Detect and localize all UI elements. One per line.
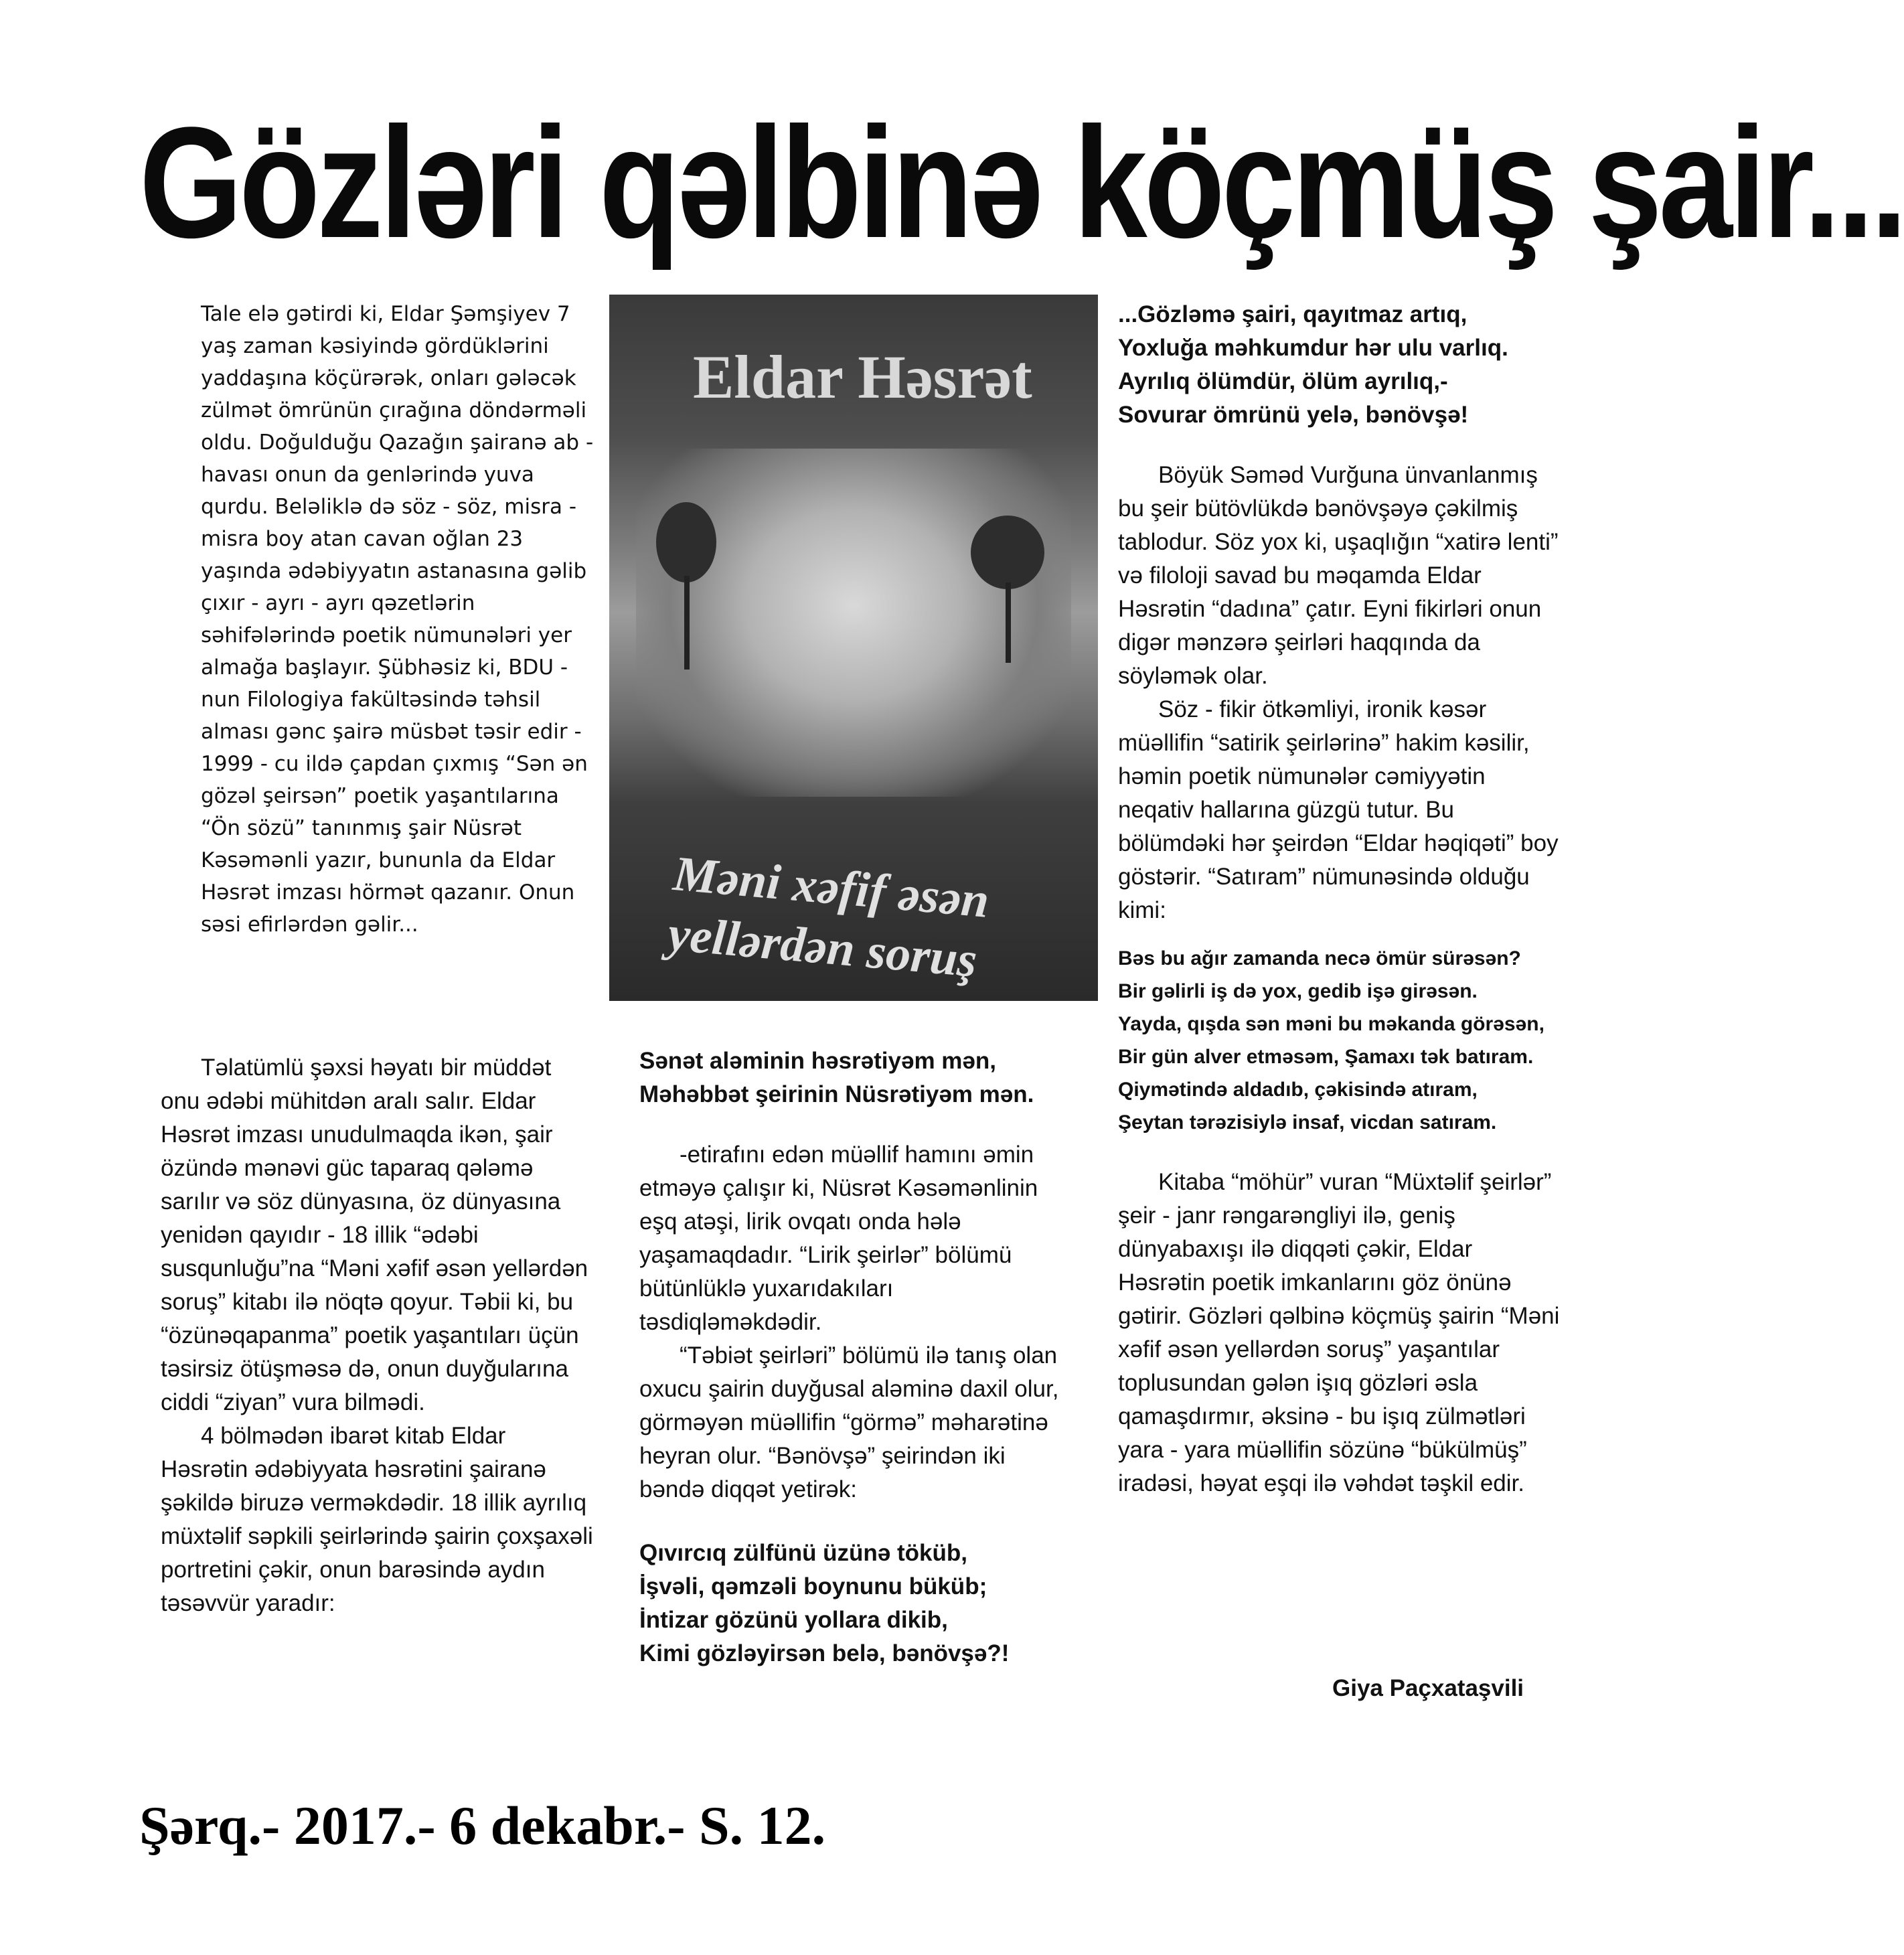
tree-left-icon: [656, 502, 716, 582]
verse-line: Sovurar ömrünü yelə, bənövşə!: [1118, 402, 1469, 428]
col3-verse-2: [1118, 942, 1560, 1139]
verse-line: İşvəli, qəmzəli boynunu büküb;: [639, 1573, 987, 1599]
verse-line: Qiymətində aldadıb, çəkisində atıram,: [1118, 1079, 1478, 1101]
book-cover-image: [609, 295, 1098, 1001]
col2-verse-1: [639, 1044, 1061, 1111]
book-title-line-2: yellərdən soruş: [665, 906, 979, 988]
intro-paragraph: Tale elə gətirdi ki, Eldar Şəmşiyev 7 yaş zaman kəsiyində gördüklərini yaddaşına köçürərək, onları gələcək zülmət ömrünün çırağına döndərməli oldu. Doğulduğu Qazağın şairanə ab - havası onun da genlərində yuva qurdu. Beləliklə də söz - söz, misra - misra boy atan cavan oğlan 23 yaşında ədəbiyyatın astanasına gəlib çıxır - ayrı - ayrı qəzetlərin səhifələrində poetik nümunələri yer almağa başlayır. Şübhəsiz ki, BDU - nun Filologiya fakültəsində təhsil alması gənc şairə müsbət təsir edir - 1999 - cu ildə çapdan çıxmış “Sən ən gözəl şeirsən” poetik yaşantılarına “Ön sözü” tanınmış şair Nüsrət Kəsəmənli yazır, bununla da Eldar Həsrət imzası hörmət qazanır. Onun səsi efirlərdən gəlir...: [201, 302, 594, 937]
verse-line: Məhəbbət şeirinin Nüsrətiyəm mən.: [639, 1081, 1034, 1107]
col1-paragraph-1: Təlatümlü şəxsi həyatı bir müddət onu ədəbi mühitdən aralı salır. Eldar Həsrət imzası unudulmaqda ikən, şair özündə mənəvi güc taparaq qələmə sarılır və söz dünyasına, öz dünyasına yenidən qayıdır - 18 illik “ədəbi susqunluğu”na “Məni xəfif əsən yellərdən soruş” kitabı ilə nöqtə qoyur. Təbii ki, bu “özünəqapanma” poetik yaşantıları üçün təsirsiz ötüşməsə də, onun duyğularına ciddi “ziyan” vura bilmədi.: [161, 1054, 588, 1415]
col3-paragraph-2: Söz - fikir ötkəmliyi, ironik kəsər müəllifin “satirik şeirlərinə” hakim kəsilir, həmin poetik nümunələr cəmiyyətin neqativ hallarına güzgü tutur. Bu bölümdəki hər şeirdən “Eldar həqiqəti” boy göstərir. “Satıram” nümunəsində olduğu kimi:: [1118, 696, 1559, 923]
verse-line: Bəs bu ağır zamanda necə ömür sürəsən?: [1118, 947, 1521, 969]
book-title-line-1: Məni xəfif əsən: [671, 846, 991, 929]
col2-verse-2: [639, 1537, 1061, 1670]
verse-line: Şeytan tərəzisiylə insaf, vicdan satıram.: [1118, 1111, 1497, 1133]
verse-line: Ayrılıq ölümdür, ölüm ayrılıq,-: [1118, 368, 1448, 394]
column-2: [639, 1044, 1061, 1670]
author-signature: Giya Paçxataşvili: [1332, 1675, 1524, 1701]
book-cover-scene: [636, 449, 1071, 797]
verse-line: ...Gözləmə şairi, qayıtmaz artıq,: [1118, 301, 1467, 327]
col3-paragraph-3: Kitaba “möhür” vuran “Müxtəlif şeirlər” şeir - janr rəngarəngliyi ilə, geniş dünyabaxışı ilə diqqəti çəkir, Eldar Həsrətin poetik imkanlarını göz önünə gətirir. Gözləri qəlbinə köçmüş şairin “Məni xəfif əsən yellərdən soruş” yaşantılar toplusundan gələn işıq gözləri əsla qamaşdırmır, əksinə - bu işıq zülmətləri yara - yara müəllifin sözünə “bükülmüş” iradəsi, həyat eşqi ilə vəhdət təşkil edir.: [1118, 1169, 1560, 1496]
verse-line: İntizar gözünü yollara dikib,: [639, 1607, 948, 1633]
col3-paragraph-1: Böyük Səməd Vurğuna ünvanlanmış bu şeir bütövlükdə bənövşəyə çəkilmiş tablodur. Söz yox ki, uşaqlığın “xatirə lenti” və filoloji savad bu məqamda Eldar Həsrətin “dadına” çatır. Eyni fikirləri onun digər mənzərə şeirləri haqqında da söyləmək olar.: [1118, 462, 1559, 689]
verse-line: Bir gün alver etməsəm, Şamaxı tək batıram.: [1118, 1046, 1534, 1068]
verse-line: Bir gəlirli iş də yox, gedib işə girəsən.: [1118, 980, 1478, 1002]
col2-paragraph-1: -etirafını edən müəllif hamını əmin etməyə çalışır ki, Nüsrət Kəsəmənlinin eşq atəşi, lirik ovqatı onda hələ yaşamaqdadır. “Lirik şeirlər” bölümü bütünlüklə yuxarıdakıları təsdiqləməkdədir.: [639, 1142, 1038, 1335]
tree-right-icon: [971, 516, 1044, 589]
col1-paragraph-2: 4 bölmədən ibarət kitab Eldar Həsrətin ədəbiyyata həsrətini şairanə şəkildə biruzə verməkdədir. 18 illik ayrılıq müxtəlif səpkili şeirlərində şairin çoxşaxəli portretini çəkir, onun barəsində aydın təsəvvür yaradır:: [161, 1423, 593, 1616]
trunk-right: [1006, 582, 1011, 663]
intro-column: [201, 298, 603, 941]
source-citation: Şərq.- 2017.- 6 dekabr.- S. 12.: [139, 1795, 826, 1856]
verse-line: Sənət aləminin həsrətiyəm mən,: [639, 1048, 996, 1074]
book-title: [665, 844, 1076, 999]
verse-line: Qıvırcıq zülfünü üzünə töküb,: [639, 1540, 967, 1566]
column-3: [1118, 298, 1560, 1500]
verse-line: Yoxluğa məhkumdur hər ulu varlıq.: [1118, 335, 1508, 361]
book-author: Eldar Həsrət: [693, 343, 1032, 411]
headline: Gözləri qəlbinə köçmüş şair...: [139, 94, 1904, 271]
verse-line: Kimi gözləyirsən belə, bənövşə?!: [639, 1640, 1010, 1666]
trunk-left: [684, 576, 690, 670]
col2-paragraph-2: “Təbiət şeirləri” bölümü ilə tanış olan oxucu şairin duyğusal aləminə daxil olur, görməyən müəllifin “görmə” məharətinə heyran olur. “Bənövşə” şeirindən iki bəndə diqqət yetirək:: [639, 1342, 1059, 1502]
verse-line: Yayda, qışda sən məni bu məkanda görəsən,: [1118, 1013, 1544, 1035]
col3-verse-1: [1118, 298, 1560, 432]
column-1: [161, 1051, 596, 1620]
